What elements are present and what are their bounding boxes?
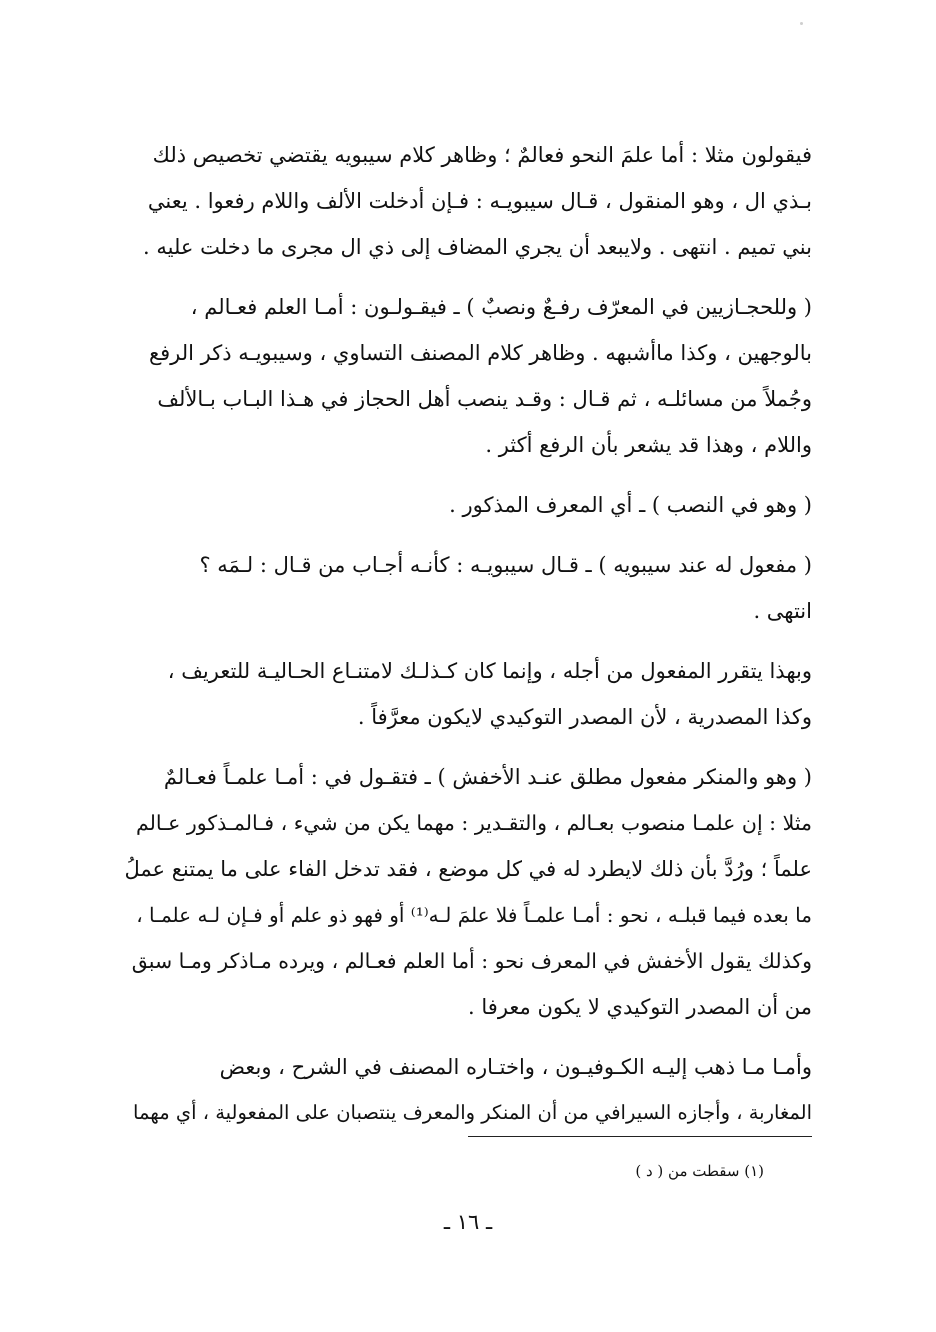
paragraph-5 [122, 648, 812, 740]
text-line: وبهذا يتقرر المفعول من أجله ، وإنما كان كـذلـك لامتنـاع الحـاليـة للتعريف ، [167, 659, 812, 683]
scan-speck [800, 22, 803, 25]
paragraph-4 [122, 542, 812, 634]
text-line: فيقولون مثلا : أما علمَ النحو فعالمٌ ؛ وظاهر كلام سيبويه يقتضي تخصيص ذلك [152, 143, 812, 167]
text-line: مثلا : إن علمـا منصوب بعـالم ، والتقـدير : مهما يكن من شيء ، فـالمـذكور عـالم [136, 811, 812, 835]
text-line: بني تميم . انتهى . ولايبعد أن يجري المضاف إلى ذي ال مجرى ما دخلت عليه . [143, 235, 812, 259]
paragraph-7 [122, 1044, 812, 1136]
text-line: بـذي ال ، وهو المنقول ، قـال سيبويـه : فـإن أدخلت الألف واللام رفعوا . يعني [147, 189, 812, 213]
paragraph-3 [122, 482, 812, 528]
text-line: ( وللحجـازيين في المعرّف رفـعٌ ونصبٌ ) ـ فيقـولـون : أمـا العلم فعـالم ، [190, 295, 812, 319]
text-line: واللام ، وهذا قد يشعر بأن الرفع أكثر . [485, 433, 812, 457]
text-line: ( وهو والمنكر مفعول مطلق عنـد الأخفش ) ـ فتقـول في : أمـا علمـاً فعـالمٌ [163, 765, 812, 789]
text-line: انتهى . [753, 599, 812, 623]
page-number: ـ ١٦ ـ [443, 1210, 493, 1234]
text-line: وكذلك يقول الأخفش في المعرف نحو : أما العلم فعـالم ، ويرده مـاذكر ومـا سبق [131, 949, 812, 973]
text-line: وكذا المصدرية ، لأن المصدر التوكيدي لايكون معرَّفاً . [357, 705, 812, 729]
text-line: ما بعده فيما قبلـه ، نحو : أمـا علمـاً فلا علمَ لـه⁽¹⁾ أو فهو ذو علم أو فـإن لـه علمـا ، [136, 903, 812, 927]
text-line: بالوجهين ، وكذا ماأشبهه . وظاهر كلام المصنف التساوي ، وسيبويـه ذكر الرفع [148, 341, 812, 365]
text-line: وجُملاً من مسائلـه ، ثم قـال : وقـد ينصب أهل الحجاز في هـذا البـاب بـالألف [157, 387, 812, 411]
paragraph-2 [122, 284, 812, 468]
main-text [122, 132, 812, 1136]
text-line: علماً ؛ ورُدَّ بأن ذلك لايطرد له في كل موضع ، فقد تدخل الفاء على ما يمتنع عملُ [124, 857, 812, 881]
text-line: ( وهو في النصب ) ـ أي المعرف المذكور . [449, 493, 812, 517]
text-line: ( مفعول له عند سيبويه ) ـ قـال سيبويـه : كأنـه أجـاب من قـال : لـمَه ؟ [199, 553, 812, 577]
paragraph-1 [122, 132, 812, 270]
footnote: (١) سقطت من ( د ) [635, 1162, 764, 1180]
footnote-separator [468, 1136, 812, 1137]
paragraph-6 [122, 754, 812, 1030]
text-line: المغاربة ، وأجازه السيرافي من أن المنكر والمعرف ينتصبان على المفعولية ، أي مهما [133, 1101, 812, 1124]
text-line: وأمـا مـا ذهب إليـه الكـوفيـون ، واختـاره المصنف في الشرح ، وبعض [219, 1055, 812, 1079]
text-line: من أن المصدر التوكيدي لا يكون معرفا . [468, 995, 812, 1019]
